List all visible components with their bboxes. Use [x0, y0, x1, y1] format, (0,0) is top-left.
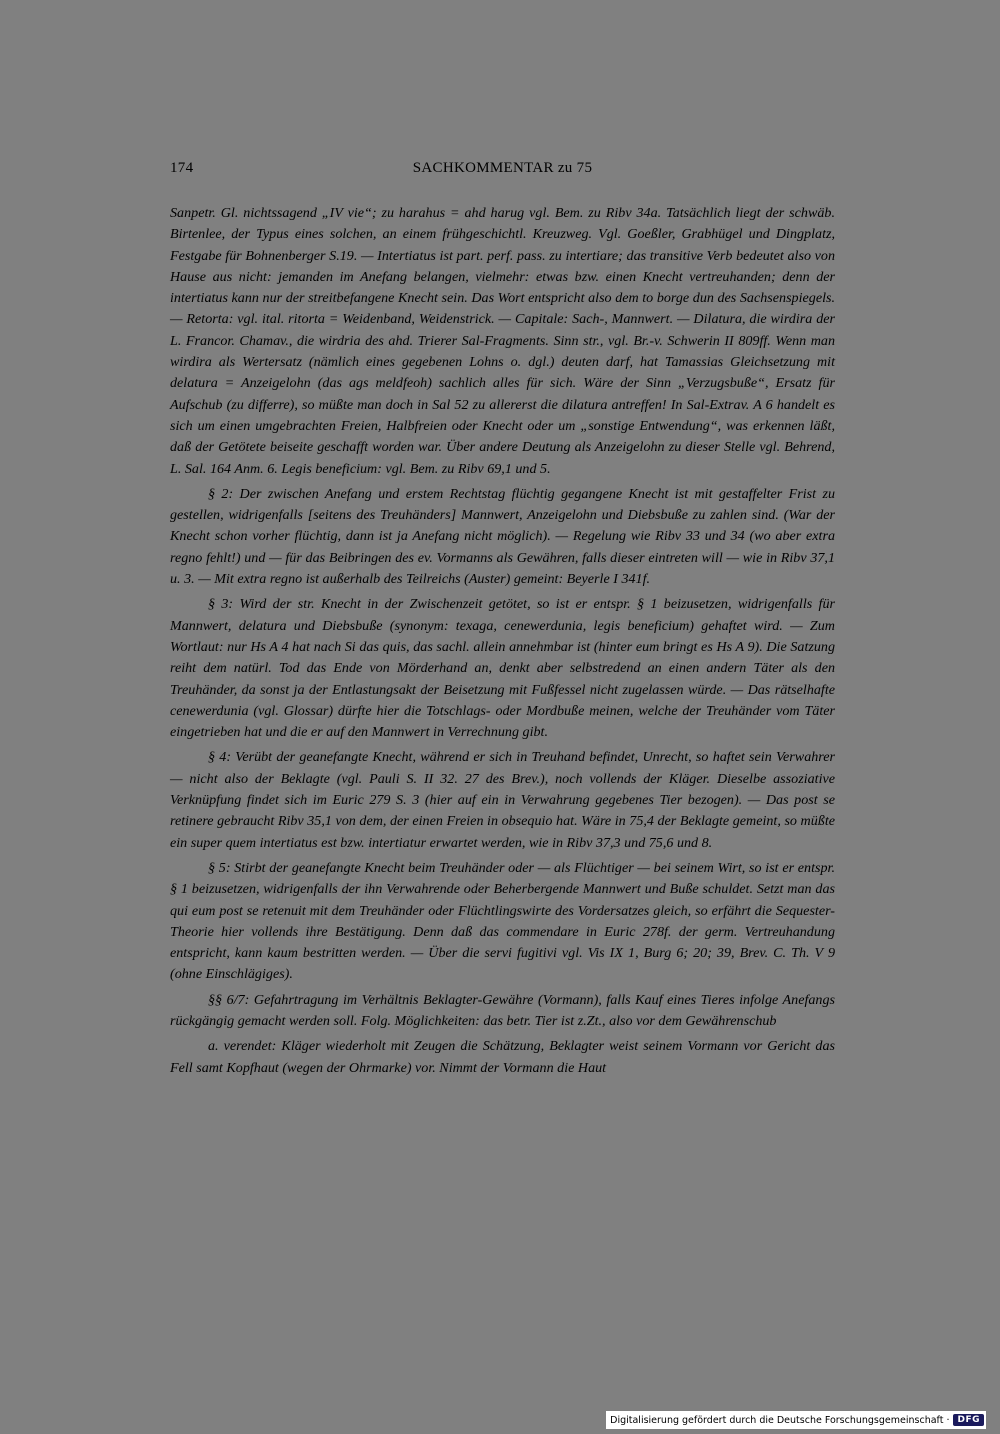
commentary-section-6-7: §§ 6/7: Gefahrtragung im Verhältnis Beklagter-Gewähre (Vormann), falls Kauf eines Tieres infolge Anefangs rückgängig gemacht werden soll. Folg. Möglichkeiten: das betr. Tier ist z.Zt., also vor dem Gewährenschub	[170, 991, 835, 1029]
running-title: SACHKOMMENTAR zu 75	[412, 160, 593, 176]
funding-credit: Digitalisierung gefördert durch die Deutsche Forschungsgemeinschaft ·	[610, 1414, 950, 1426]
commentary-section-4: § 4: Verübt der geanefangte Knecht, während er sich in Treuhand befindet, Unrecht, so haftet sein Verwahrer — nicht also der Beklagte (vgl. Pauli S. II 32. 27 des Brev.), noch vollends der Kläger. Dieselbe assoziative Verknüpfung findet sich im Euric 279 S. 3 (hier auf ein in Verwahrung gegebenes Tier bezogen). — Das post se retinere gebraucht Ribv 35,1 von dem, der einen Freien in obsequio hat. Wäre in 75,4 der Beklagte gemeint, so müßte ein super quem intertiatus est bzw. intertiatur erwartet werden, wie in Ribv 37,3 und 75,6 und 8.	[170, 749, 835, 851]
commentary-paragraph: Sanpetr. Gl. nichtssagend „IV vie“; zu harahus = ahd harug vgl. Bem. zu Ribv 34a. Tatsächlich liegt der schwäb. Birtenlee, der Typus eines solchen, an einem frühgeschichtl. Kreuzweg. Vgl. Goeßler, Grabhügel und Dingplatz, Festgabe für Bohnenberger S.19. — Intertiatus ist part. perf. pass. zu intertiare; das transitive Verb bedeutet also von Hause aus nicht: jemanden im Anefang belangen, vielmehr: etwas bzw. einen Knecht vertreuhanden; denn der intertiatus kann nur der streitbefangene Knecht sein. Das Wort entspricht also dem to borge dun des Sachsenspiegels. — Retorta: vgl. ital. ritorta = Weidenband, Weidenstrick. — Capitale: Sach-, Mannwert. — Dilatura, die wirdira der L. Francor. Chamav., die wirdria des ahd. Trierer Sal-Fragments. Sinn str., vgl. Br.-v. Schwerin II 809ff. Wenn man wirdira als Wertersatz (nämlich eines gegebenen Lohns o. dgl.) deuten darf, hat Tamassias Gleichsetzung mit delatura = Anzeigelohn (das ags meldfeoh) sachlich alles für sich. Wäre der Sinn „Verzugsbuße“, Ersatz für Aufschub (zu differre), so müßte man doch in Sal 52 zu allererst die dilatura antreffen! In Sal-Extrav. A 6 handelt es sich um einen umgebrachten Freien, Halbfreien oder Knecht oder um „sonstige Entwendung“, was erkennen läßt, daß der Getötete beiseite geschafft worden war. Über andere Deutung als Anzeigelohn zu dieser Stelle vgl. Behrend, L. Sal. 164 Anm. 6. Legis beneficium: vgl. Bem. zu Ribv 69,1 und 5.	[170, 205, 835, 477]
page-header	[170, 160, 835, 182]
commentary-subsection-a: a. verendet: Kläger wiederholt mit Zeugen die Schätzung, Beklagter weist seinem Vormann vor Gericht das Fell samt Kopfhaut (wegen der Ohrmarke) vor. Nimmt der Vormann die Haut	[170, 1038, 835, 1076]
page-number: 174	[170, 160, 194, 176]
page-body	[170, 203, 835, 1079]
commentary-section-3: § 3: Wird der str. Knecht in der Zwischenzeit getötet, so ist er entspr. § 1 beizusetzen, widrigenfalls für Mannwert, delatura und Diebsbuße (synonym: texaga, cenewerdunia, legis beneficium) gehaftet wird. — Zum Wortlaut: nur Hs A 4 hat nach Si das quis, das sachl. allein annehmbar ist (hinter eum bringt es Hs A 9). Die Satzung reiht dem natürl. Tod das Ende von Mörderhand an, denkt aber selbstredend an einen andern Täter als den Treuhänder, da sonst ja der Entlastungsakt der Beisetzung mit Fußfessel nicht zugelassen würde. — Das rätselhafte cenewerdunia (vgl. Glossar) dürfte hier die Totschlags- oder Mordbuße meinen, welche der Treuhänder vom Täter eingetrieben hat und die er auf den Mannwert in Verrechnung gibt.	[170, 596, 835, 741]
funding-footer	[606, 1411, 986, 1429]
dfg-logo: DFG	[953, 1414, 984, 1426]
commentary-section-5: § 5: Stirbt der geanefangte Knecht beim Treuhänder oder — als Flüchtiger — bei seinem Wirt, so ist er entspr. § 1 beizusetzen, widrigenfalls der ihn Verwahrende oder Beherbergende Mannwert und Buße schuldet. Setzt man das qui eum post se retenuit mit dem Treuhänder oder Flüchtlingswirte des Vordersatzes gleich, so erfährt die Sequester-Theorie hier vollends ihre Bestätigung. Denn daß das commendare in Euric 278f. der germ. Vertreuhandung entspricht, kann kaum bestritten werden. — Über die servi fugitivi vgl. Vis IX 1, Burg 6; 20; 39, Brev. C. Th. V 9 (ohne Einschlägiges).	[170, 859, 835, 983]
commentary-section-2: § 2: Der zwischen Anefang und erstem Rechtstag flüchtig gegangene Knecht ist mit gestaffelter Frist zu gestellen, widrigenfalls [seitens des Treuhänders] Mannwert, Anzeigelohn und Diebsbuße zu zahlen sind. (War der Knecht schon vorher flüchtig, dann ist ja Anefang nicht möglich). — Regelung wie Ribv 33 und 34 (wo aber extra regno fehlt!) und — für das Beibringen des ev. Vormanns als Gewähren, falls dieser eintreten will — wie in Ribv 37,1 u. 3. — Mit extra regno ist außerhalb des Teilreichs (Auster) gemeint: Beyerle I 341f.	[170, 485, 835, 588]
